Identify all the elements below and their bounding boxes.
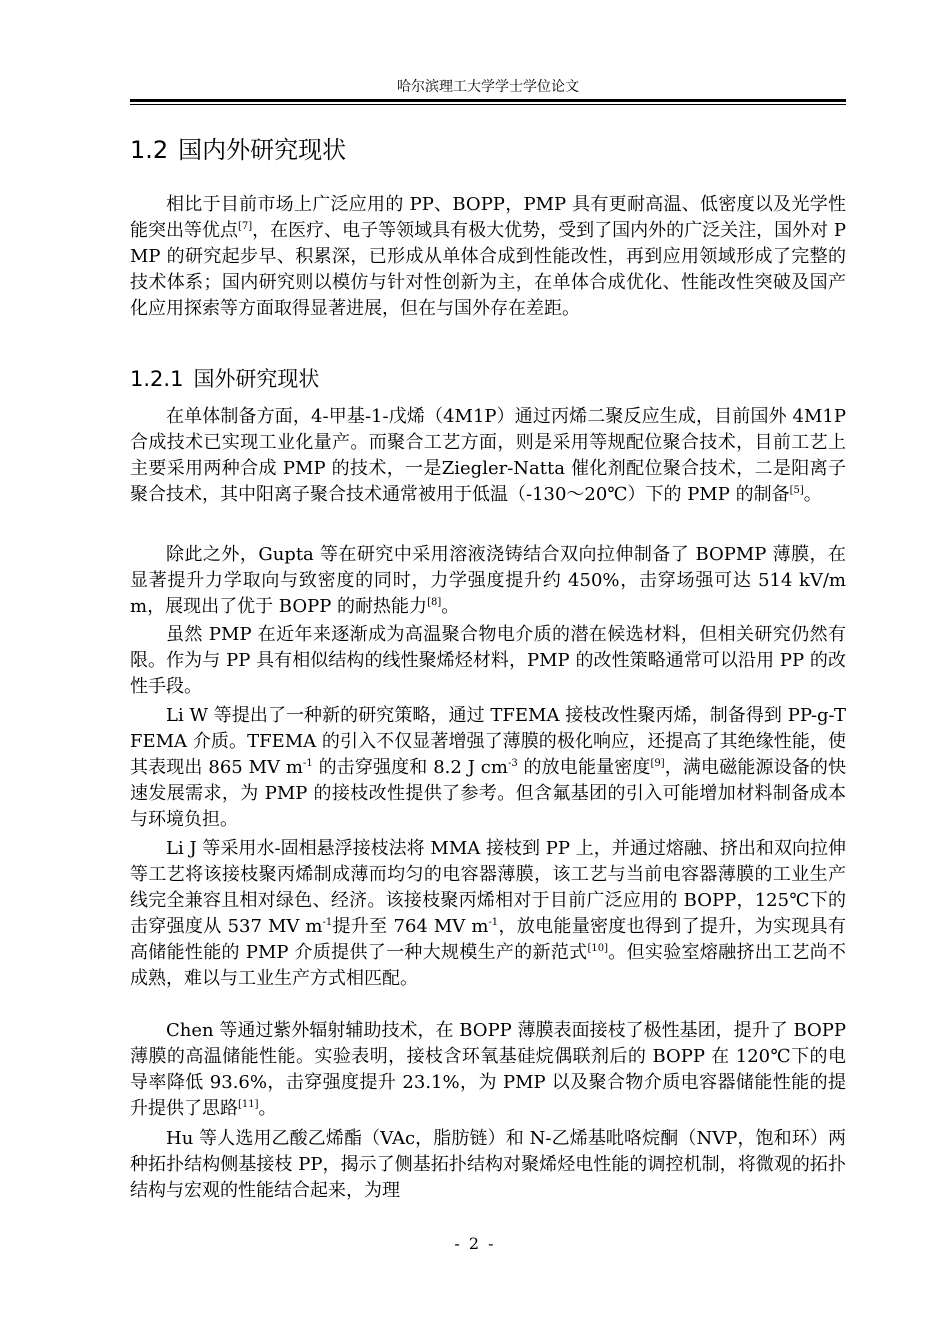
paragraph-li-w: [130, 703, 846, 833]
paragraph-text: 。: [258, 1098, 277, 1119]
paragraph-text: 虽然 PMP 在近年来逐渐成为高温聚合物电介质的潜在候选材料，但相关研究仍然有限。作为与 PP 具有相似结构的线性聚烯烃材料，PMP 的改性策略通常可以沿用 PP 的改性手段。: [130, 624, 846, 697]
section-number: 1.2: [130, 136, 169, 164]
citation-8: [8]: [427, 597, 442, 608]
subsection-title: 国外研究现状: [193, 367, 320, 391]
running-header: 哈尔滨理工大学学士学位论文: [397, 79, 579, 95]
paragraph-text: 在单体制备方面，4-甲基-1-戊烯（4M1P）通过丙烯二聚反应生成，目前国外 4M1P 合成技术已实现工业化量产。而聚合工艺方面，则是采用等规配位聚合技术，目前工艺上主要采用两种合成 PMP 的技术，一是Ziegler-Natta 催化剂配位聚合技术，二是阳离子聚合技术，其中阳离子聚合技术通常被用于低温（-130～20℃）下的 PMP 的制备: [130, 406, 846, 505]
paragraph-li-j: [130, 836, 846, 992]
citation-11: [11]: [238, 1099, 259, 1110]
citation-7: [7]: [238, 221, 253, 232]
paragraph-text: 的放电能量密度: [517, 757, 651, 778]
unit-exponent: -1: [488, 917, 499, 928]
citation-9: [9]: [650, 758, 665, 769]
paragraph-text: Li W 等提出了一种新的研究策略，通过 TFEMA 接枝改性聚丙烯，制备得到 PP-g-TFEMA 介质。TFEMA 的引入不仅显著增强了薄膜的极化响应，还提高了其绝缘性能，使其表现出 865 MV m: [130, 705, 846, 778]
paragraph-text: 除此之外，Gupta 等在研究中采用溶液浇铸结合双向拉伸制备了 BOPMP 薄膜，在显著提升力学取向与致密度的同时，力学强度提升约 450%，击穿场强可达 514 kV/mm，展现出了优于 BOPP 的耐热能力: [130, 544, 846, 617]
paragraph-text: 的击穿强度和 8.2 J cm: [312, 757, 508, 778]
paragraph-text: Chen 等通过紫外辐射辅助技术，在 BOPP 薄膜表面接枝了极性基团，提升了 BOPP 薄膜的高温储能性能。实验表明，接枝含环氧基硅烷偶联剂后的 BOPP 在 120℃下的电导率降低 93.6%，击穿强度提升 23.1%，为 PMP 以及聚合物介质电容器储能性能的提升提供了思路: [130, 1020, 846, 1119]
section-heading: [130, 136, 346, 164]
page-number: - 2 -: [454, 1234, 496, 1253]
subsection-heading: [130, 366, 319, 392]
paragraph-text: 。: [803, 484, 822, 505]
unit-exponent: -1: [322, 917, 333, 928]
paragraph-hu: [130, 1126, 846, 1204]
citation-10: [10]: [587, 943, 608, 954]
intro-text: 相比于目前市场上广泛应用的 PP、BOPP，PMP 具有更耐高温、低密度以及光学性能突出等优点: [130, 194, 846, 241]
header-rule-thick: [130, 99, 846, 102]
paragraph-text: 。: [441, 596, 460, 617]
paragraph-text: Li J 等采用水-固相悬浮接枝法将 MMA 接枝到 PP 上，并通过熔融、挤出和双向拉伸等工艺将该接枝聚丙烯制成薄而均匀的电容器薄膜，该工艺与当前电容器薄膜的工业生产线完全兼容且相对绿色、经济。该接枝聚丙烯相对于目前广泛应用的 BOPP，125℃下的击穿强度从 537 MV m: [130, 838, 846, 937]
paragraph-pmp-strategy: [130, 622, 846, 700]
subsection-number: 1.2.1: [130, 367, 184, 391]
paragraph-text: 。但实验室熔融挤出工艺尚不成熟，难以与工业生产方式相匹配。: [130, 942, 846, 989]
section-title: 国内外研究现状: [178, 136, 347, 164]
paragraph-monomer: [130, 404, 846, 508]
intro-text-2: ，在医疗、电子等领域具有极大优势，受到了国内外的广泛关注，国外对 PMP 的研究起步早、积累深，已形成从单体合成到性能改性，再到应用领域形成了完整的技术体系；国内研究则以模仿与针对性创新为主，在单体合成优化、性能改性突破及国产化应用探索等方面取得显著进展，但在与国外存在差距。: [130, 220, 847, 319]
unit-exponent: -3: [507, 758, 518, 769]
paragraph-text: Hu 等人选用乙酸乙烯酯（VAc，脂肪链）和 N-乙烯基吡咯烷酮（NVP，饱和环）两种拓扑结构侧基接枝 PP，揭示了侧基拓扑结构对聚烯烃电性能的调控机制，将微观的拓扑结构与宏观的性能结合起来，为理: [130, 1128, 846, 1201]
paragraph-text: ，满电磁能源设备的快速发展需求，为 PMP 的接枝改性提供了参考。但含氟基团的引入可能增加材料制备成本与环境负担。: [130, 757, 846, 830]
intro-paragraph: [130, 192, 846, 322]
paragraph-chen: [130, 1018, 846, 1122]
paragraph-gupta: [130, 542, 846, 620]
paragraph-text: 提升至 764 MV m: [332, 916, 489, 937]
citation-5: [5]: [789, 485, 804, 496]
header-rule-thin: [130, 104, 846, 105]
paragraph-text: ，放电能量密度也得到了提升，为实现具有高储能性能的 PMP 介质提供了一种大规模生产的新范式: [130, 916, 846, 963]
unit-exponent: -1: [302, 758, 313, 769]
